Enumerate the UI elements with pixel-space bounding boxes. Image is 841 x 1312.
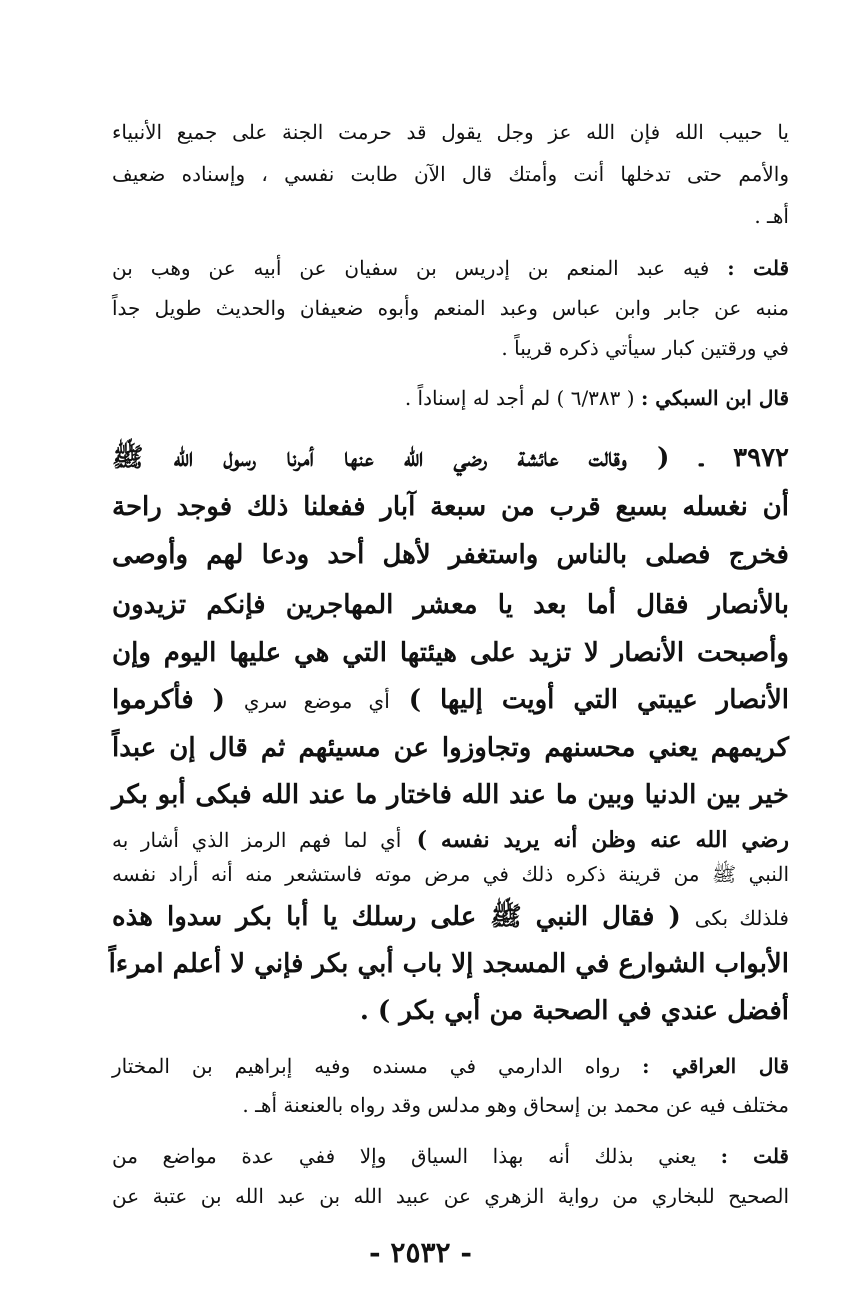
hadith-line — [112, 904, 789, 930]
hadith-line: الأبواب الشوارع في المسجد إلا باب أبي بكر فإني لا أعلم امرءاً — [108, 949, 789, 979]
text-line: والأمم حتى تدخلها أنت وأمتك قال الآن طابت نفسي ، وإسناده ضعيف — [112, 162, 789, 186]
text-line — [112, 258, 789, 278]
paragraph-label: قلت : — [720, 1144, 789, 1168]
text-span: ( فأكرموا — [112, 685, 225, 715]
hadith-line: بالأنصار فقال أما بعد يا معشر المهاجرين فإنكم تزيدون — [112, 590, 789, 620]
text-line: مختلف فيه عن محمد بن إسحاق وهو مدلس وقد رواه بالعنعنة أهـ . — [242, 1093, 789, 1117]
hadith-line: ٣٩٧٢ ـ ( وقالت عائشة رضي الله عنها أمرنا رسول الله ﷺ — [112, 443, 789, 473]
paragraph-label: قال العراقي : — [642, 1054, 790, 1078]
text-span: ( ٦/٣٨٣ ) لم أجد له إسناداً . — [404, 386, 635, 410]
text-span: رواه الدارمي في مسنده وفيه إبراهيم بن المختار — [112, 1054, 621, 1078]
hadith-line: فخرج فصلى بالناس واستغفر لأهل أحد ودعا لهم وأوصى — [112, 540, 789, 570]
text-span: رضي الله عنه وظن أنه يريد نفسه ) — [416, 827, 789, 853]
commentary-span: أي لما فهم الرمز الذي أشار به — [112, 828, 402, 852]
hadith-line: خير بين الدنيا وبين ما عند الله فاختار ما عند الله فبكى أبو بكر — [112, 780, 789, 810]
commentary-span: فلذلك بكى — [694, 906, 789, 930]
page-number: - ٢٥٣٢ - — [369, 1236, 472, 1269]
hadith-line — [112, 687, 789, 713]
text-line — [112, 388, 789, 408]
paragraph-label: قلت : — [727, 256, 790, 280]
text-line: الصحيح للبخاري من رواية الزهري عن عبيد الله بن عبد الله بن عتبة عن — [112, 1184, 789, 1208]
text-line: يا حبيب الله فإن الله عز وجل يقول قد حرمت الجنة على جميع الأنبياء — [112, 120, 789, 144]
text-line — [112, 1056, 789, 1076]
hadith-line: وأصبحت الأنصار لا تزيد على هيئتها التي هي عليها اليوم وإن — [112, 638, 789, 668]
hadith-line — [112, 826, 789, 852]
hadith-line: كريمهم يعني محسنهم وتجاوزوا عن مسيئهم ثم قال إن عبداً — [112, 733, 789, 763]
text-span: يعني بذلك أنه بهذا السياق وإلا ففي عدة مواضع من — [112, 1144, 697, 1168]
text-span: الأنصار عيبتي التي أويت إليها ) — [408, 685, 789, 715]
text-span: فيه عبد المنعم بن إدريس بن سفيان عن أبيه عن وهب بن — [112, 256, 710, 280]
text-line — [112, 1146, 789, 1166]
text-line: في ورقتين كبار سيأتي ذكره قريباً . — [501, 336, 789, 360]
text-line: أهـ . — [754, 204, 789, 228]
text-span: ( فقال النبي ﷺ على رسلك يا أبا بكر سدوا هذه — [112, 902, 681, 932]
hadith-line: أفضل عندي في الصحبة من أبي بكر ) . — [359, 996, 789, 1026]
paragraph-label: قال ابن السبكي : — [640, 386, 789, 410]
text-line: منبه عن جابر وابن عباس وعبد المنعم وأبوه ضعيفان والحديث طويل جداً — [112, 296, 789, 320]
text-line: النبي ﷺ من قرينة ذكره ذلك في مرض موته فاستشعر منه أنه أراد نفسه — [112, 862, 789, 886]
commentary-span: أي موضع سري — [243, 689, 390, 713]
hadith-line: أن نغسله بسبع قرب من سبعة آبار ففعلنا ذلك فوجد راحة — [112, 492, 789, 522]
